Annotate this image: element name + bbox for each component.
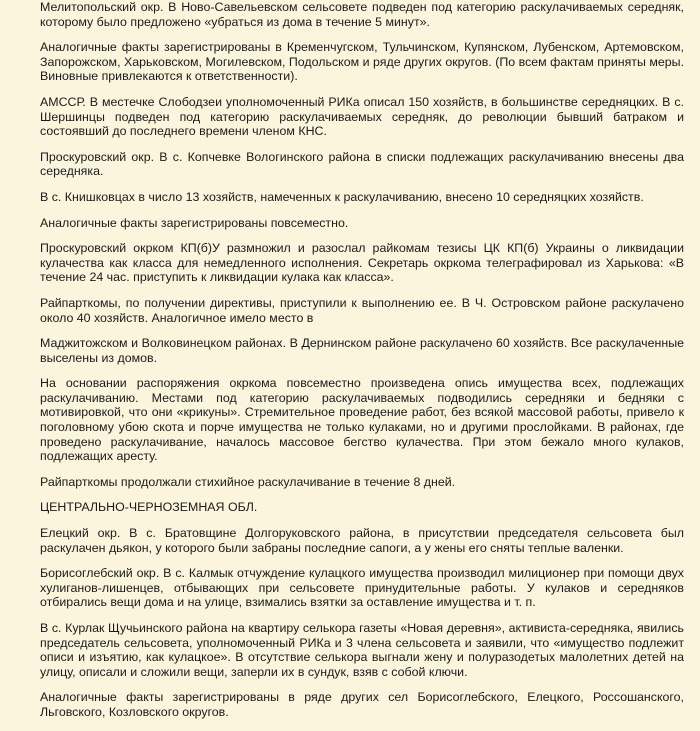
paragraph-madzhitozh: Маджитожском и Волковинецком районах. В Дернинском районе раскулачено 60 хозяйств. Все раскулаченные выселены из домов. — [40, 336, 684, 365]
paragraph-property-inventory: На основании распоряжения окркома повсеместно произведена опись имущества всех, подлежащих раскулачиванию. Местами под категорию раскулачиваемых подводились середняки и бедняки с мотивировкой, что они «крикуны». Стремительное проведение работ, без всякой массовой работы, привело к поголовному убою скота и порче имущества не только кулаками, но и другими прослойками. В районах, где проведено раскулачивание, началось массовое бегство кулачества. При этом бежало много кулаков, подлежащих аресту. — [40, 376, 684, 464]
paragraph-similar-everywhere: Аналогичные факты зарегистрированы повсеместно. — [40, 215, 349, 230]
paragraph-proskurov-okrkom: Проскуровский окрком КП(б)У размножил и разослал райкомам тезисы ЦК КП(б) Украины о ликвидации кулачества как класса для немедленного исполнения. Секретарь окркома телеграфировал из Харькова: «В течение 24 час. приступить к ликвидации кулака как класса». — [40, 241, 684, 285]
paragraph-borisoglebsk: Борисоглебский окр. В с. Калмык отчуждение кулацкого имущества производил милиционер при помощи двух хулиганов-лишенцев, отбывающих при сельсовете принудительные работы. У кулаков и середняков отбирались вещи дома и на улице, взимались взятки за оставление имущества и т. п. — [40, 566, 684, 610]
paragraph-knishkovtsy: В с. Книшковцах в число 13 хозяйств, намеченных к раскулачиванию, внесено 10 середняцких хозяйств. — [40, 189, 644, 204]
paragraph-melitopol: Мелитопольский окр. В Ново-Савельевском сельсовете подведен под категорию раскулачиваемых середняк, которому было предложено «убраться из дома в течение 5 минут». — [40, 0, 684, 29]
paragraph-similar-facts-ukraine: Аналогичные факты зарегистрированы в Кременчугском, Тульчинском, Купянском, Лубенском, Артемовском, Запорожском, Харьковском, Могилевском, Подольском и ряде других округов. (По всем фактам приняты меры. Виновные привлекаются к ответственности). — [40, 40, 684, 84]
paragraph-proskurov-kopchevka: Проскуровский окр. В с. Копчевке Вологинского района в списки подлежащих раскулачиванию внесены два середняка. — [40, 149, 684, 179]
paragraph-kurlak: В с. Курлак Щучьинского района на квартиру селькора газеты «Новая деревня», активиста-середняка, явились председатель сельсовета, уполномоченный РИКа и 3 члена сельсовета и заявили, что «имущество подлежит описи и изъятию, как кулацкое». В отсутствие селькора выгнали жену и полуразодетых малолетних детей на улицу, описали и сложили вещи, заперли их в сундук, взяв с собой ключи. — [40, 621, 684, 679]
paragraph-amssr: АМССР. В местечке Слободзеи уполномоченный РИКа описал 150 хозяйств, в большинстве середняцких. В с. Шершинцы подведен под категорию раскулачиваемых середняк, до революции бывший батраком и состоявший до последнего времени членом КНС. — [40, 94, 684, 139]
section-heading: ЦЕНТРАЛЬНО-ЧЕРНОЗЕМНАЯ ОБЛ. — [40, 500, 258, 515]
paragraph-spontaneous-dekulakization: Райпарткомы продолжали стихийное раскулачивание в течение 8 дней. — [40, 474, 456, 489]
paragraph-similar-facts-cchr: Аналогичные факты зарегистрированы в ряде других сел Борисоглебского, Елецкого, Россошанского, Льговского, Козловского округов. — [40, 690, 684, 719]
paragraph-raipartkoms: Райпарткомы, по получении директивы, приступили к выполнению ее. В Ч. Островском районе раскулачено около 40 хозяйств. Аналогичное имело место в — [40, 295, 684, 325]
paragraph-yelets: Елецкий окр. В с. Братовщине Долгоруковского района, в присутствии председателя сельсовета был раскулачен дьякон, у которого были забраны последние сапоги, а у жены его сняты теплые валенки. — [40, 526, 684, 555]
document-body — [40, 0, 684, 731]
